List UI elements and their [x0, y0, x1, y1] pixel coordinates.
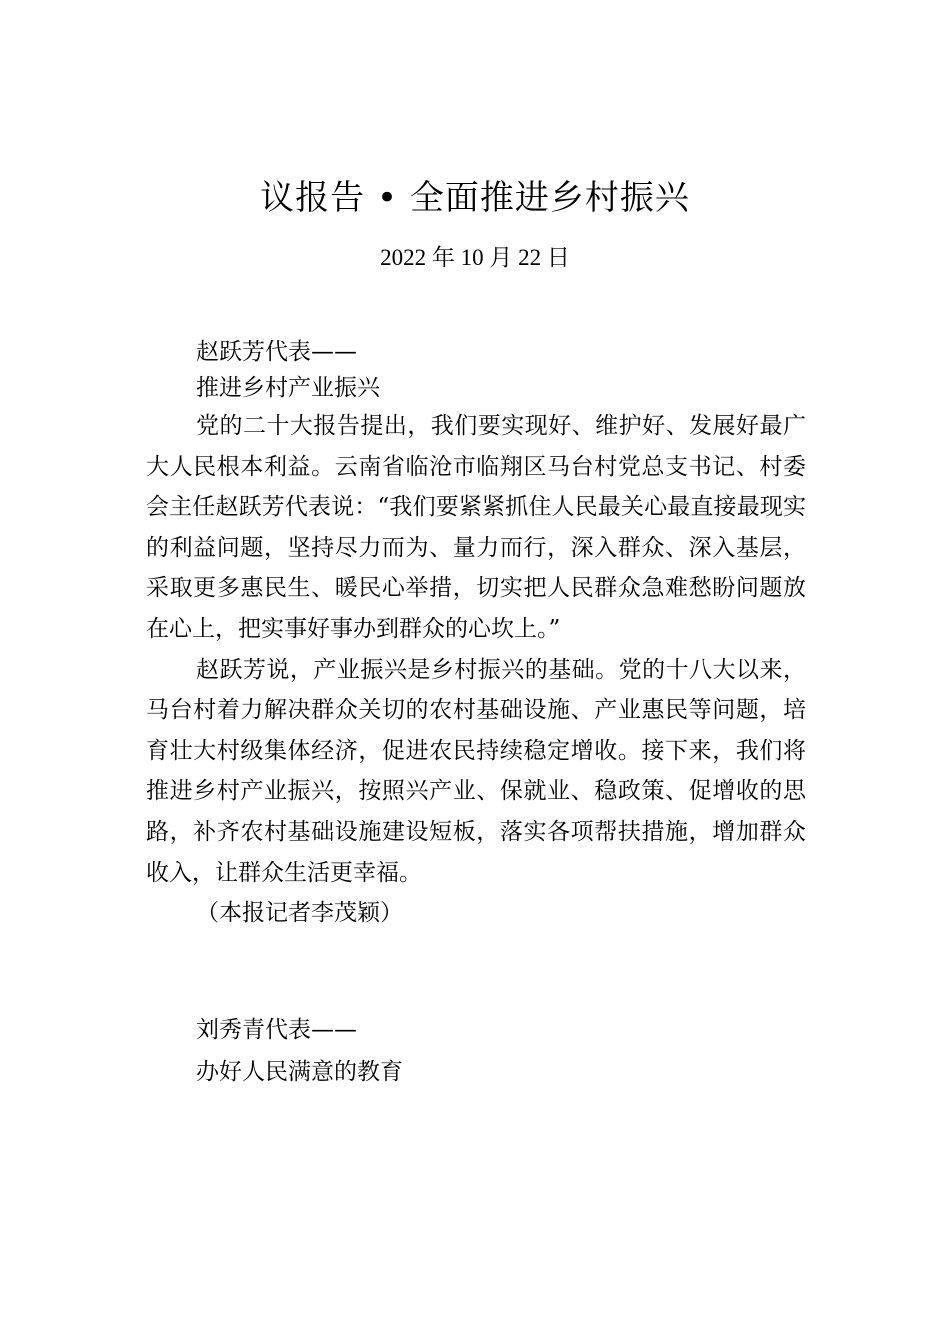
document-date: 2022 年 10 月 22 日 — [380, 245, 570, 270]
section-liu-xiuqing — [146, 1012, 806, 1090]
body-paragraph: 赵跃芳说，产业振兴是乡村振兴的基础。党的十八大以来，马台村着力解决群众关切的农村基础设施、产业惠民等问题，培育壮大村级集体经济，促进农民持续稳定增收。接下来，我们将推进乡村产业振兴，按照兴产业、保就业、稳政策、促增收的思路，补齐农村基础设施建设短板，落实各项帮扶措施，增加群众收入，让群众生活更幸福。 — [146, 656, 806, 886]
representative-name: 赵跃芳代表—— — [196, 339, 357, 365]
reporter-credit: （本报记者李茂颖） — [196, 900, 403, 927]
body-paragraph: 党的二十大报告提出，我们要实现好、维护好、发展好最广大人民根本利益。云南省临沧市临翔区马台村党总支书记、村委会主任赵跃芳代表说：“我们要紧紧抓住人民最关心最直接最现实的利益问题，坚持尽力而为、量力而行，深入群众、深入基层，采取更多惠民生、暖民心举措，切实把人民群众急难愁盼问题放在心上，把实事好事办到群众的心坎上。” — [146, 413, 806, 642]
representative-name: 刘秀青代表—— — [196, 1017, 357, 1043]
section-zhao-yuefang — [146, 334, 806, 933]
section-topic: 推进乡村产业振兴 — [196, 375, 380, 401]
document-title: 议报告 • 全面推进乡村振兴 — [260, 178, 690, 218]
section-topic: 办好人民满意的教育 — [196, 1059, 403, 1085]
